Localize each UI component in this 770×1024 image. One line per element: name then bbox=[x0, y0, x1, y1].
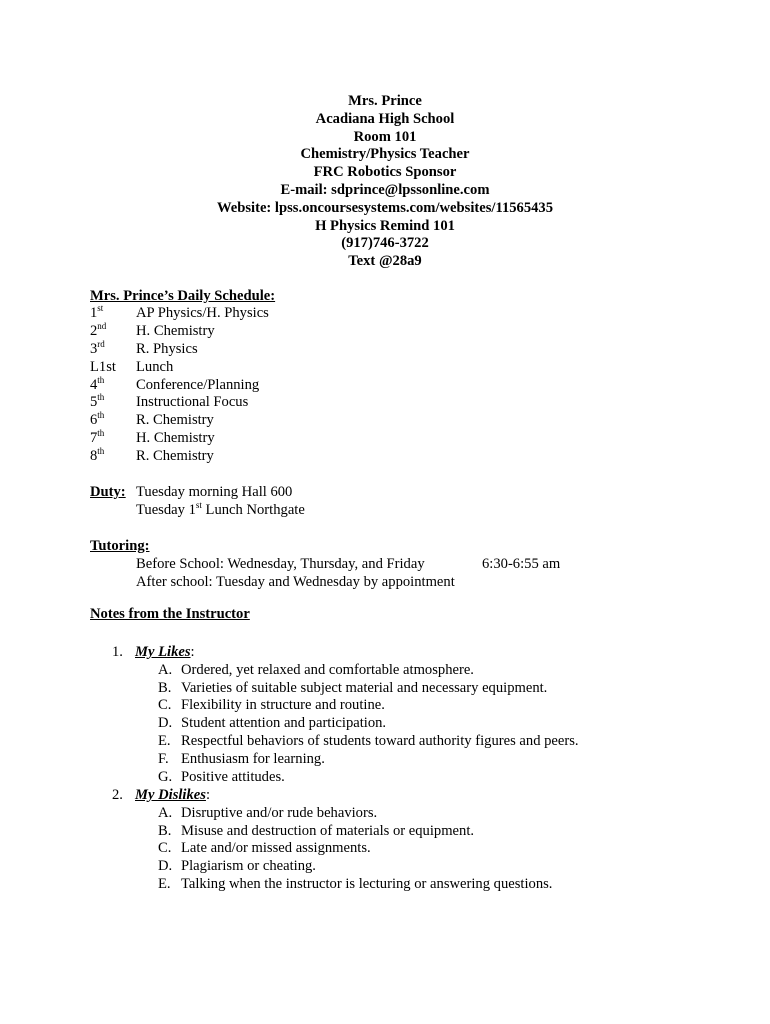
list-item bbox=[158, 680, 547, 698]
tutoring-label: Tutoring: bbox=[90, 538, 150, 554]
period-number: 2 bbox=[90, 322, 98, 339]
item-letter: A. bbox=[158, 805, 173, 821]
list-item bbox=[158, 715, 386, 733]
period-suffix: st bbox=[97, 303, 104, 313]
period-number: 3 bbox=[90, 340, 98, 357]
item-letter: F. bbox=[158, 751, 169, 767]
item-letter: C. bbox=[158, 840, 172, 856]
item-text: Plagiarism or cheating. bbox=[181, 858, 316, 874]
website-line: Website: lpss.oncoursesystems.com/websites/11565435 bbox=[216, 199, 554, 216]
item-text: Disruptive and/or rude behaviors. bbox=[181, 805, 378, 821]
period-suffix: th bbox=[97, 374, 105, 385]
item-letter: E. bbox=[158, 733, 171, 749]
list-item bbox=[158, 697, 385, 715]
tutoring-time: 6:30-6:55 am bbox=[482, 556, 561, 572]
item-text: Student attention and participation. bbox=[181, 715, 387, 731]
sponsor-role: FRC Robotics Sponsor bbox=[313, 164, 457, 181]
period-suffix: th bbox=[97, 392, 105, 403]
item-text: Flexibility in structure and routine. bbox=[181, 697, 385, 713]
item-letter: D. bbox=[158, 858, 173, 874]
period-number: 1 bbox=[90, 305, 98, 321]
schedule-title: Mrs. Prince’s Daily Schedule: bbox=[90, 288, 276, 304]
period-class: H. Chemistry bbox=[136, 322, 215, 339]
item-letter: C. bbox=[158, 697, 172, 713]
item-text: Ordered, yet relaxed and comfortable atmosphere. bbox=[181, 662, 474, 678]
email-line: E-mail: sdprince@lpssonline.com bbox=[280, 181, 490, 198]
likes-heading bbox=[112, 644, 195, 662]
duty-label: Duty: bbox=[90, 484, 126, 500]
period-number: 8 bbox=[90, 448, 98, 465]
room-number: Room 101 bbox=[353, 128, 417, 145]
text-code-line: Text @28a9 bbox=[348, 253, 422, 270]
item-letter: E. bbox=[158, 876, 171, 892]
dislikes-colon: : bbox=[205, 787, 211, 803]
contact-header bbox=[0, 93, 770, 271]
period-class: AP Physics/H. Physics bbox=[136, 305, 269, 321]
dislikes-heading bbox=[112, 787, 210, 805]
period-class: Conference/Planning bbox=[136, 376, 260, 393]
period-class: R. Chemistry bbox=[136, 412, 214, 429]
notes-title: Notes from the Instructor bbox=[90, 606, 250, 622]
likes-number: 1. bbox=[112, 644, 123, 660]
period-number: L1st bbox=[90, 358, 116, 375]
item-text: Talking when the instructor is lecturing or answering questions. bbox=[181, 876, 553, 892]
likes-colon: : bbox=[190, 644, 195, 660]
item-letter: A. bbox=[158, 662, 173, 678]
dislikes-number: 2. bbox=[112, 787, 123, 803]
list-item bbox=[158, 751, 325, 769]
duty-line-2-start: Tuesday 1 bbox=[136, 502, 196, 518]
school-name: Acadiana High School bbox=[315, 110, 455, 127]
item-text: Positive attitudes. bbox=[181, 769, 285, 785]
item-text: Enthusiasm for learning. bbox=[181, 751, 325, 767]
teacher-name: Mrs. Prince bbox=[348, 93, 422, 109]
list-item bbox=[158, 858, 316, 876]
period-class: R. Physics bbox=[136, 340, 198, 357]
period-number: 5 bbox=[90, 394, 98, 411]
period-number: 4 bbox=[90, 376, 98, 393]
item-letter: B. bbox=[158, 680, 172, 696]
period-suffix: th bbox=[97, 428, 105, 439]
period-suffix: th bbox=[97, 410, 105, 421]
period-suffix: rd bbox=[97, 338, 105, 349]
period-label bbox=[90, 448, 104, 466]
duty-line-1: Tuesday morning Hall 600 bbox=[136, 484, 293, 500]
period-class: Instructional Focus bbox=[136, 394, 249, 411]
period-class: Lunch bbox=[136, 358, 174, 375]
remind-line: H Physics Remind 101 bbox=[315, 217, 455, 234]
phone-line: (917)746-3722 bbox=[341, 235, 429, 252]
period-number: 6 bbox=[90, 412, 98, 429]
tutoring-after: After school: Tuesday and Wednesday by appointment bbox=[136, 574, 455, 590]
dislikes-title: My Dislikes bbox=[135, 787, 206, 803]
duty-line-2-end: Lunch Northgate bbox=[201, 502, 305, 518]
item-letter: D. bbox=[158, 715, 173, 731]
duty-section bbox=[90, 483, 305, 518]
list-item bbox=[158, 840, 371, 858]
list-item bbox=[158, 769, 285, 787]
likes-title: My Likes bbox=[135, 644, 191, 660]
period-suffix: th bbox=[97, 446, 105, 457]
period-label bbox=[90, 338, 105, 359]
list-item bbox=[158, 733, 579, 751]
period-suffix: nd bbox=[97, 320, 107, 331]
list-item bbox=[158, 662, 474, 680]
duty-line-2 bbox=[136, 501, 305, 519]
list-item bbox=[158, 805, 377, 823]
item-text: Misuse and destruction of materials or equipment. bbox=[181, 823, 475, 839]
item-letter: G. bbox=[158, 769, 173, 785]
period-class: R. Chemistry bbox=[136, 448, 214, 465]
period-class: H. Chemistry bbox=[136, 430, 215, 447]
period-number: 7 bbox=[90, 430, 98, 447]
teacher-title: Chemistry/Physics Teacher bbox=[300, 146, 470, 163]
item-text: Respectful behaviors of students toward authority figures and peers. bbox=[181, 733, 579, 749]
item-text: Late and/or missed assignments. bbox=[181, 840, 371, 856]
list-item bbox=[158, 876, 552, 894]
item-text: Varieties of suitable subject material and necessary equipment. bbox=[181, 680, 548, 696]
duty-line-2-suffix: st bbox=[195, 500, 202, 510]
tutoring-before: Before School: Wednesday, Thursday, and Friday bbox=[136, 556, 425, 572]
item-letter: B. bbox=[158, 823, 172, 839]
list-item bbox=[158, 823, 474, 841]
